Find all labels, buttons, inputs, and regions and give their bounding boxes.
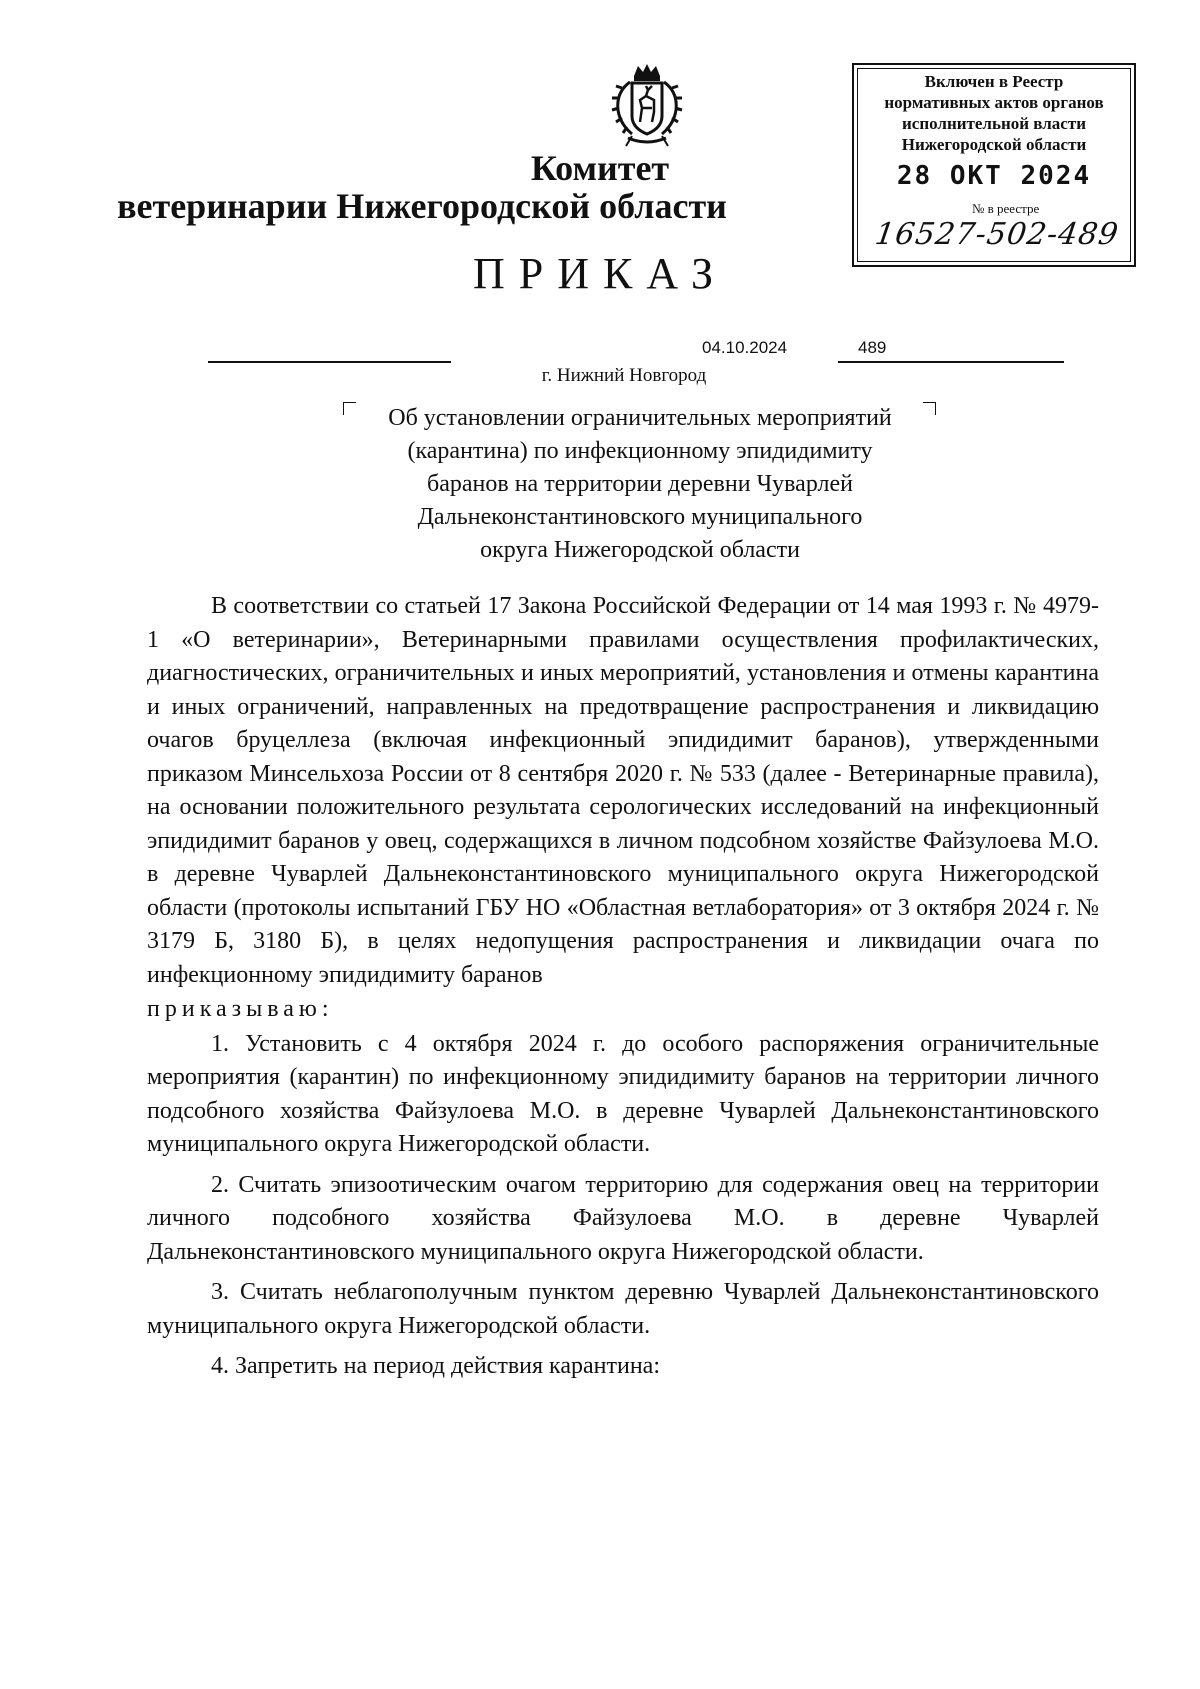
stamp-text-line4: Нижегородской области (901, 135, 1087, 154)
stamp-text-line1: Включен в Реестр (924, 72, 1064, 91)
order-number: 489 (858, 338, 887, 357)
subject-line: (карантина) по инфекционному эпидидимиту (407, 438, 873, 464)
stamp-text-line3: исполнительной власти (902, 114, 1086, 133)
subject-line: Дальнеконстантиновского муниципального (417, 504, 863, 530)
order-date: 04.10.2024 (702, 338, 788, 357)
subject-line: баранов на территории деревни Чуварлей (427, 471, 853, 497)
order-item: 1. Установить с 4 октября 2024 г. до особого распоряжения ограничительные мероприятия (карантин) по инфекционному эпидидимиту баранов на территории личного подсобного хозяйства Файзулоева М.О. в деревне Чуварлей Дальнеконстантиновского муниципального округа Нижегородской области. (147, 1030, 1099, 1157)
order-item: 2. Считать эпизоотическим очагом территорию для содержания овец на территории личного подсобного хозяйства Файзулоева М.О. в деревне Чуварлей Дальнеконстантиновского муниципального округа Нижегородской области. (147, 1171, 1099, 1265)
committee-title-line1: Комитет (530, 148, 670, 188)
city-name: г. Нижний Новгород (541, 365, 707, 386)
document-type-title: ПРИКАЗ (472, 249, 728, 298)
order-item: 3. Считать неблагополучным пунктом деревню Чуварлей Дальнеконстантиновского муниципального округа Нижегородской области. (147, 1279, 1099, 1339)
subject-line: Об установлении ограничительных мероприятий (388, 405, 892, 431)
order-body (147, 590, 1099, 1391)
stamp-date: 28 ОКТ 2024 (896, 161, 1092, 191)
stamp-text-line2: нормативных актов органов (884, 93, 1104, 112)
stamp-registry-label: № в реестре (972, 201, 1040, 216)
committee-title-line2: ветеринарии Нижегородской области (117, 186, 727, 226)
order-subject (320, 402, 960, 567)
order-item: 4. Запретить на период действия карантина: (211, 1353, 660, 1379)
stamp-registry-number: 16527-502-489 (872, 217, 1122, 252)
date-underline (208, 361, 451, 363)
order-verb: приказываю: (147, 996, 334, 1022)
subject-line: округа Нижегородской области (480, 537, 800, 563)
preamble-paragraph: В соответствии со статьей 17 Закона Российской Федерации от 14 мая 1993 г. № 4979-1 «О ветеринарии», Ветеринарными правилами осуществления профилактических, диагностических, ограничительных и иных мероприятий, установления и отмены карантина и иных ограничений, направленных на предотвращение распространения и ликвидацию очагов бруцеллеза (включая инфекционный эпидидимит баранов), утвержденными приказом Минсельхоза России от 8 сентября 2020 г. № 533 (далее - Ветеринарные правила), на основании положительного результата серологических исследований на инфекционный эпидидимит баранов у овец, содержащихся в личном подсобном хозяйстве Файзулоева М.О. в деревне Чуварлей Дальнеконстантиновского муниципального округа Нижегородской области (протоколы испытаний ГБУ НО «Областная ветлаборатория» от 3 октября 2024 г. № 3179 Б, 3180 Б), в целях недопущения распространения и ликвидации очага по инфекционному эпидидимиту баранов (147, 593, 1099, 988)
number-underline (838, 361, 1064, 363)
coat-of-arms-icon (602, 62, 692, 150)
registry-stamp (852, 63, 1136, 267)
